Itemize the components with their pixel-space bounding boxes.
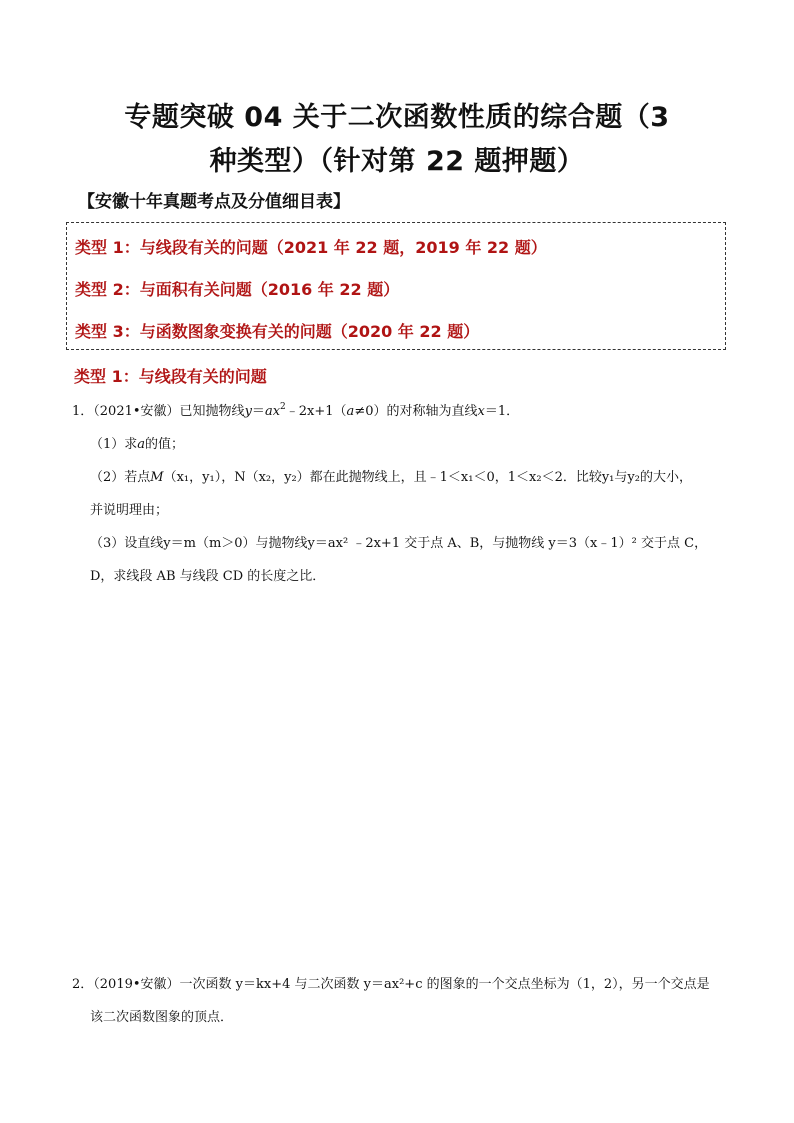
question-source: （2019•安徽） xyxy=(93,977,180,992)
question-1-part-3: （3）设直线y＝m（m＞0）与抛物线y＝ax² ﹣2x+1 交于点 A、B，与抛物线 y＝3（x﹣1）² 交于点 C， xyxy=(90,536,708,551)
question-1-part-2-cont: 并说明理由； xyxy=(90,503,169,518)
question-number: 1． xyxy=(72,404,94,419)
section-subtitle: 【安徽十年真题考点及分值细目表】 xyxy=(78,192,350,212)
question-2-stem-cont: 该二次函数图象的顶点． xyxy=(90,1010,234,1025)
title-line-1: 专题突破 04 关于二次函数性质的综合题（3 xyxy=(124,102,670,133)
question-1-stem: 1．（2021•安徽）已知抛物线$y=ax^2﹣2x+1(a\ne 0)$的对称轴为直线x＝1． xyxy=(72,402,520,419)
toc-item-type-1: 类型 1：与线段有关的问题（2021 年 22 题，2019 年 22 题） xyxy=(75,238,547,257)
question-1-part-2: （2）若点M（x₁，y₁），N（x₂，y₂）都在此抛物线上，且﹣1＜x₁＜0，1＜x₂＜2．比较y₁与y₂的大小， xyxy=(90,470,692,485)
type-summary-box xyxy=(66,222,726,350)
question-number: 2． xyxy=(72,977,94,992)
title-line-2: 种类型）（针对第 22 题押题） xyxy=(209,146,585,177)
toc-item-type-2: 类型 2：与面积有关问题（2016 年 22 题） xyxy=(75,280,400,299)
question-2-stem: 2．（2019•安徽）一次函数 y＝kx+4 与二次函数 y＝ax²+c 的图象的一个交点坐标为（1，2），另一个交点是 xyxy=(72,977,710,992)
question-1-part-3-cont: D，求线段 AB 与线段 CD 的长度之比． xyxy=(90,569,326,584)
question-source: （2021•安徽） xyxy=(93,404,180,419)
toc-item-type-3: 类型 3：与函数图象变换有关的问题（2020 年 22 题） xyxy=(75,322,480,341)
question-1-part-1: （1）求a的值； xyxy=(90,437,185,452)
section-heading-type-1: 类型 1：与线段有关的问题 xyxy=(74,367,267,386)
page-title xyxy=(40,96,754,184)
